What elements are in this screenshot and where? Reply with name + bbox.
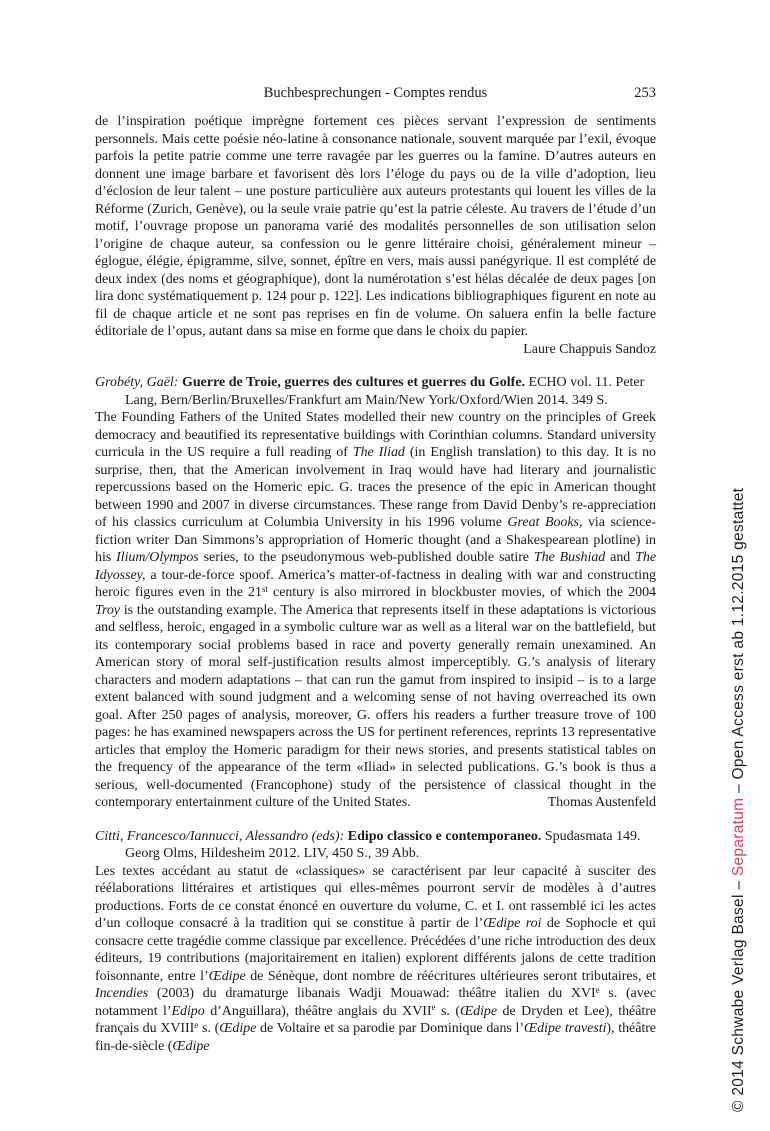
text-segment: (in English translation) to this day. It is no surprise, then, that the American involvement in Iraq would have had literary and journalistic repercussions based on the Homeric epic. G. traces the presence of the epic in American thought between 1990 and 2007 in diverse circumstances. These range from David Denby’s re-appreciation of his classics curriculum at Columbia University in his 1996 volume (95, 445, 656, 530)
text-segment: e (194, 1019, 199, 1030)
text-segment: de Voltaire et sa parodie par Dominique dans l’ (256, 1021, 524, 1036)
separatum-label: Separatum (730, 797, 747, 877)
review-body (95, 113, 656, 358)
text-segment: The Founding Fathers of the United States modelled their new country on the principles of Greek democracy and beautified its representative buildings with Corinthian columns. Standard university curricula in the US require a full reading of (95, 410, 656, 460)
review-body (95, 409, 656, 812)
text-segment: Great Books, (507, 515, 583, 530)
text-segment: Citti, Francesco/Iannucci, Alessandro (eds): (95, 828, 345, 844)
text-segment: de Dryden et Lee), théâtre français du XVIII (95, 1003, 656, 1036)
text-segment: Incendies (95, 986, 149, 1001)
reviewer-signature: Thomas Austenfeld (547, 795, 656, 810)
text-segment: st (261, 583, 268, 594)
text-segment: de Sénèque, dont nombre de réécritures ultérieures seront tributaires, et (245, 968, 656, 984)
text-segment: Guerre de Troie, guerres des cultures et guerres du Golfe. (181, 375, 526, 390)
reviews-container (95, 113, 656, 1055)
text-segment: e (595, 984, 600, 995)
review-heading (95, 374, 656, 409)
text-segment: Spudasmata 149. Georg Olms, Hildesheim 2012. LIV, 450 S., 39 Abb. (125, 828, 641, 861)
text-segment: series, to the pseudonymous web-published double satire (198, 550, 534, 565)
text-segment: a tour-de-force spoof. America’s matter-of-factness in dealing with war and constructing heroic figures even in the 21 (95, 567, 656, 600)
text-segment: ), théâtre fin-de-siècle ( (95, 1021, 656, 1054)
review-body (95, 863, 656, 1056)
text-segment: Grobéty, Gaël: (95, 375, 179, 390)
text-segment: Œdipe (172, 1038, 210, 1054)
review-section (95, 113, 656, 358)
text-segment: Ilium/Olympos (116, 550, 199, 565)
text-segment: s. ( (435, 1003, 460, 1019)
text-segment: Edipo (171, 1003, 205, 1019)
text-segment: Œdipe (208, 968, 246, 984)
text-segment: d’Anguillara), théâtre anglais du XVII (204, 1003, 432, 1019)
text-segment: The Bushiad (533, 550, 606, 565)
text-segment: de l’inspiration poétique imprègne fortement ces pièces servant l’expression de sentiments personnels. Mais cette poésie néo-latine à consonance nationale, souvent marquée par l’exil, évoque parfois la petite patrie comme une terre ravagée par les guerres ou la famine. D’autres auteurs en donnent une image barbare et favorisent dès lors l’éloge du pays ou de la ville d’adoption, lieu d’éclosion de leur talent – une posture particulière aux auteurs protestants qui louent les villes de la Réforme (Zurich, Genève), ou la seule vraie patrie qu’est la patrie céleste. Au travers de l’étude d’un motif, l’ouvrage propose un panorama varié des modalités personnelles de son utilisation selon l’origine de chaque auteur, sa confession ou le genre littéraire choisi, généralement mineur – églogue, élégie, épigramme, silve, sonnet, épître en vers, mais aussi panégyrique. Il est complété de deux index (des noms et géographique), dont la numérotation s’est hélas décalée de deux pages [on lira donc systématiquement p. 124 pour p. 122]. Les indications bibliographiques figurent en note au fil de chaque article et ne sont pas reprises en fin de volume. On saluera enfin la belle facture éditoriale de l’opus, autant dans sa mise en forme que dans le choix du papier. (95, 114, 656, 339)
text-segment: is the outstanding example. The America that represents itself in these adaptations is victorious and selfless, heroic, engaged in a symbolic culture war as well as a literal war on the battlefield, but its contemporary social problems based in race and poverty generally remain unexamined. An American story of moral self-justification results almost imperceptibly. G.’s analysis of literary characters and modern adaptations – that can run the gamut from inspired to insipid – is to a large extent balanced with sound judgment and a welcoming sense of not having overreached its own goal. After 250 pages of analysis, moreover, G. offers his readers a further treasure trove of 100 pages: he has examined newspapers across the US for pertinent references, reprints 13 representative articles that employ the Homeric paradigm for their news stories, and presents statistical tables on the frequency of the appearance of the term «Iliad» in selected publications. G.’s book is thus a serious, well-documented (Francophone) study of the persistence of classical thought in the contemporary entertainment culture of the United States. (95, 602, 656, 810)
text-segment: ECHO vol. 11. Peter Lang, Bern/Berlin/Bruxelles/Frankfurt am Main/New York/Oxford/Wien 2014. 349 S. (125, 375, 645, 408)
text-segment: Œdipe travesti (524, 1021, 607, 1036)
text-segment: and (605, 550, 636, 565)
page-number: 253 (634, 85, 656, 101)
copyright-suffix: – Open Access erst ab 1.12.2015 gestattet (730, 487, 747, 798)
text-segment: Œdipe (219, 1021, 257, 1036)
copyright-prefix: © 2014 Schwabe Verlag Basel – (730, 876, 747, 1112)
text-segment: Edipo classico e contemporaneo. (347, 828, 542, 844)
text-segment: Les textes accédant au statut de «classiques» se caractérisent par leur capacité à susciter des réélaborations littéraires et artistiques qui elles-mêmes pourront servir de modèles à d’autres productions. Forts de ce constat énoncé en ouverture du volume, C. et I. ont rassemblé ici les actes d’un colloque consacré à la tradition qui se constitue à partir de l’ (95, 863, 656, 931)
reviewer-signature: Laure Chappuis Sandoz (523, 341, 656, 357)
text-segment: The Iliad (352, 445, 405, 460)
review-section (95, 828, 656, 1056)
review-section (95, 374, 656, 812)
text-segment: s. (avec notamment l’ (95, 986, 656, 1019)
text-segment: de Sophocle et qui consacre cette tragédie comme classique par excellence. Précédées d’une riche introduction des deux éditeurs, 19 contributions (majoritairement en italien) explorent différents jalons de cette tradition foisonnante, entre l’ (95, 916, 656, 984)
text-segment: s. ( (198, 1021, 220, 1036)
text-segment: Œdipe roi (483, 916, 542, 931)
text-segment: Troy (95, 602, 120, 618)
text-segment: via science-fiction writer Dan Simmons’s appropriation of Homeric thought (and a Shakespearean plotline) in his (95, 515, 656, 565)
copyright-sidebar (730, 488, 748, 1112)
text-segment: century is also mirrored in blockbuster movies, of which the 2004 (267, 585, 656, 600)
text-segment: Œdipe (459, 1003, 498, 1019)
running-header-title: Buchbesprechungen - Comptes rendus (263, 85, 488, 101)
running-header (95, 84, 656, 102)
text-block (95, 84, 656, 1055)
review-heading (95, 828, 656, 863)
text-segment: (2003) du dramaturge libanais Wadji Mouawad: théâtre italien du XVI (148, 986, 596, 1001)
text-segment: e (431, 1002, 436, 1013)
text-segment: The Idyossey, (95, 550, 657, 583)
